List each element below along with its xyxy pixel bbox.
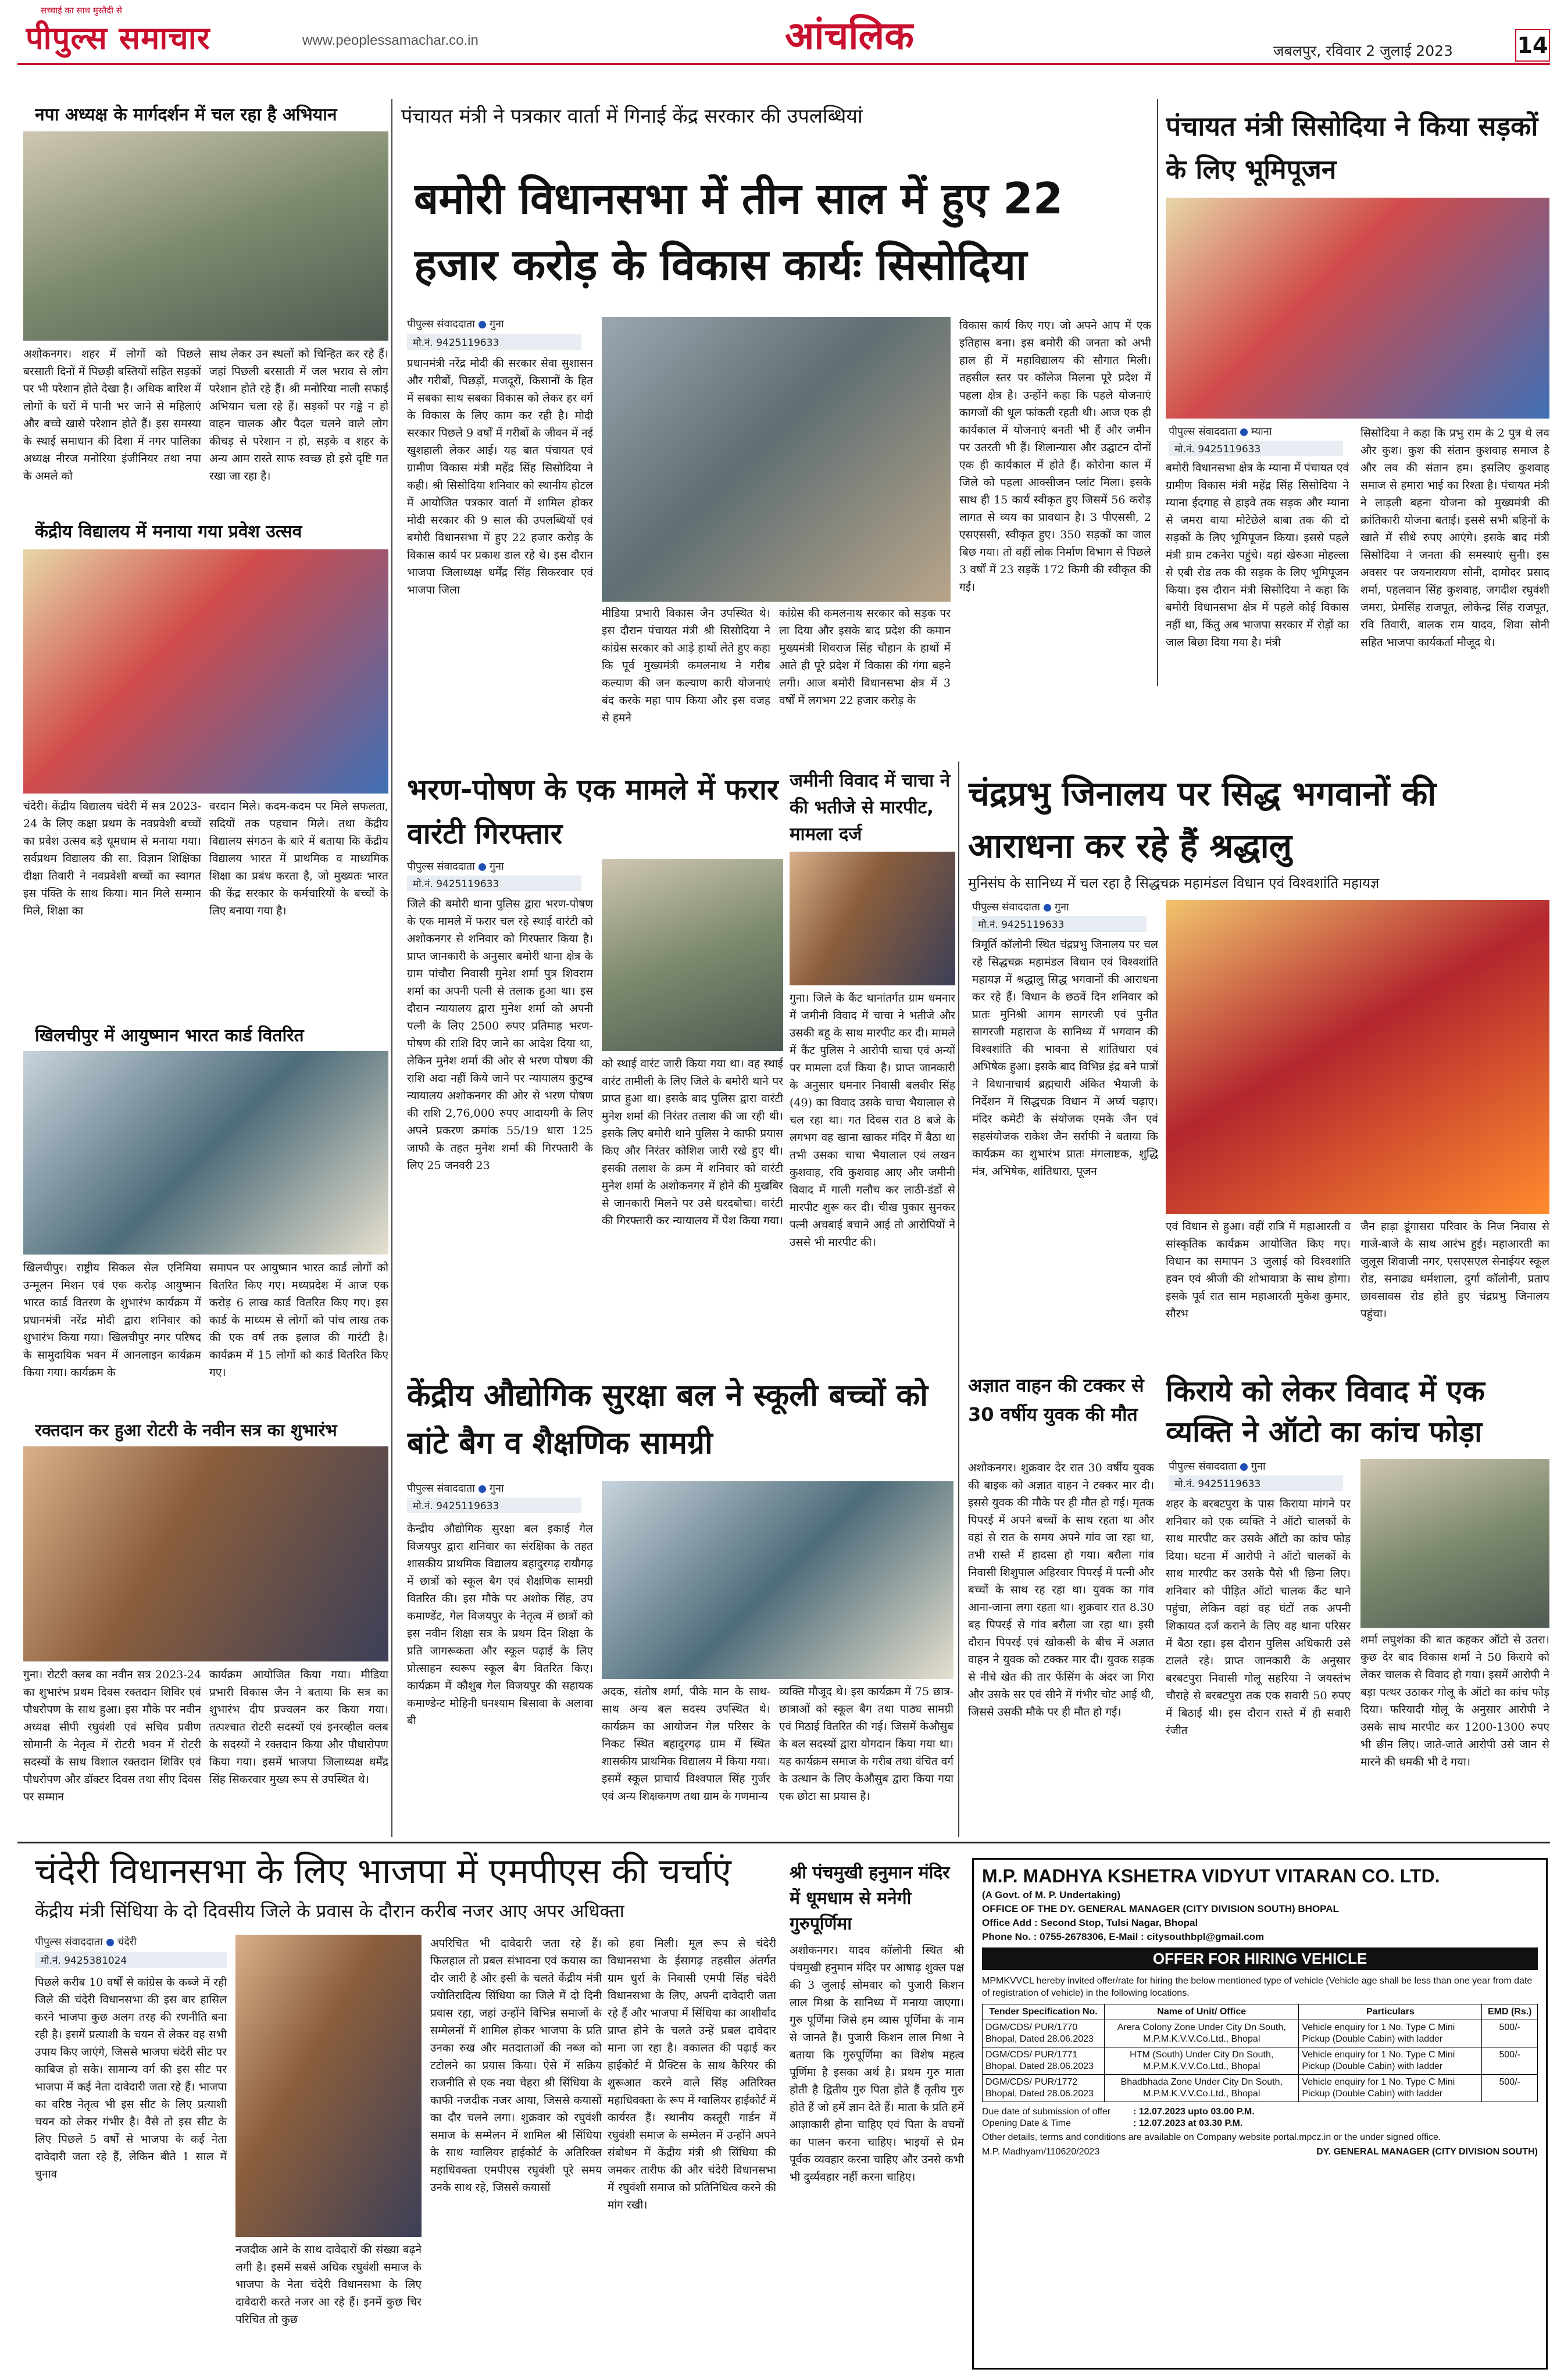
article-s13-col1: पिछले करीब 10 वर्षों से कांग्रेस के कब्जे में रही जिले की चंदेरी विधानसभा की इस बार हासिल करने भाजपा कुछ अलग तरह की रणनीति बना रही है। इसमें प्रत्याशी के चयन से लेकर वह सभी उपाय किए जाएंगे, जिससे भाजपा चंदेरी सीट पर काबिज हो सके। सामान्य वर्ग की इस सीट पर भाजपा में कई नेता दावेदारी जता रहे हैं। भाजपा का वरिष्ठ नेतृत्व भी इस सीट के लिए प्रत्याशी चयन को लेकर गंभीर है। वैसे तो इस सीट के लिए पिछले 5 वर्षों से भाजपा के कई नेता दावेदारी जता रहे हैं, लेकिन बीते 1 साल में चुनाव	[35, 1976, 227, 2181]
headline-s4: रक्तदान कर हुआ रोटरी के नवीन सत्र का शुभारंभ	[35, 1420, 337, 1440]
headline-s6: पंचायत मंत्री सिसोदिया ने किया सड़कों के लिए भूमिपूजन	[1166, 110, 1538, 185]
photo-s9	[1166, 900, 1549, 1214]
headline-s11: अज्ञात वाहन की टक्कर से 30 वर्षीय युवक की मौत	[968, 1374, 1144, 1425]
article-s7-col2: को स्थाई वारंट जारी किया गया था। वह स्थाई वारंट तामीली के लिए जिले के बमोरी थाने पर प्राप्त हुआ था। इसके बाद पुलिस द्वारा वारंटी मुनेश शर्मा की निरंतर तलाश की जा रही थी। इसके लिए बमोरी थाने पुलिस ने काफी प्रयास किए और निरंतर कोशिश जारी रखे हुए थी। इसकी तलाश के क्रम में शनिवार को वारंटी मुनेश शर्मा के अशोकनगर में होने की मुखबिर से जानकारी मिलने पर उसे धरदबोचा। वारंटी की गिरफ्तारी कर न्यायालय में पेश किया गया।	[602, 1057, 783, 1227]
byline-name: पीपुल्स संवाददाता	[407, 318, 475, 330]
table-cell: HTM (South) Under City Dn South, M.P.M.K.V.V.Co.Ltd., Bhopal	[1105, 2047, 1299, 2075]
article-s5-col1: प्रधानमंत्री नरेंद्र मोदी की सरकार सेवा सुशासन और गरीबों, पिछड़ों, मजदूरों, किसानों के हित में सबका साथ सबका विकास को लेकर हर वर्ग के विकास के लिए काम कर रही है। मोदी सरकार पिछले 9 वर्षों में गरीबों के जीवन में नई खुशहाली लेकर आई। यह बात पंचायत एवं ग्रामीण विकास मंत्री महेंद्र सिंह सिसोदिया ने कही। श्री सिसोदिया शनिवार को स्थानीय होटल में आयोजित पत्रकार वार्ता में शामिल होकर मोदी सरकार की 9 साल की उपलब्धियों एवं बमोरी विधानसभा में हुए 22 हजार करोड़ के विकास कार्य पर प्रकाश डाल रहे थे। इस दौरान भाजपा जिलाध्यक्ष धर्मेंद्र सिंह सिकरवार एवं भाजपा जिला	[407, 357, 593, 596]
byline-name: पीपुल्स संवाददाता	[407, 860, 475, 873]
tender-company: M.P. MADHYA KSHETRA VIDYUT VITARAN CO. LTD.	[982, 1866, 1440, 1886]
bullet-icon	[478, 1485, 486, 1493]
byline-s5	[407, 317, 581, 331]
article-s9-col1: त्रिमूर्ति कॉलोनी स्थित चंद्रप्रभु जिनालय पर चल रहे सिद्धचक्र महामंडल विधान एवं विश्वशांति महायज्ञ में श्रद्धालु सिद्ध भगवानों की आराधना कर रहे हैं। विधान के छठवें दिन शनिवार को प्रातः मुनिश्री आगम सागरजी एवं पुनीत सागरजी महाराज के सानिध्य में भगवान की विश्वशांति की भावना से शांतिधारा एवं अभिषेक हुआ। इसके बाद विभिन्न इंद्र बने पात्रों ने विधानाचार्य ब्रह्मचारी अंकित भैयाजी के निर्देशन में सिद्धचक्र विधान में अर्घ्य चढ़ाए। मंदिर कमेटी के संयोजक एमके जैन एवं सहसंयोजक राकेश जैन सर्राफी ने बताया कि कार्यक्रम का शुभारंभ प्रातः मंगलाष्टक, शुद्धि मंत्र, अभिषेक, शांतिधारा, पूजन	[972, 938, 1158, 1178]
tender-intro: MPMKVVCL hereby invited offer/rate for hiring the below mentioned type of vehicle (Vehicle age shall be less than one year from date of registration of vehicle) in the following locations.	[982, 1976, 1533, 1998]
table-header-cell: EMD (Rs.)	[1482, 2004, 1538, 2020]
byline-place: गुना	[489, 1482, 504, 1495]
byline-s13	[35, 1935, 227, 1949]
headline-s2: केंद्रीय विद्यालय में मनाया गया प्रवेश उत्सव	[35, 521, 302, 542]
tender-footer	[982, 2147, 1538, 2157]
tender-phone: Phone No. : 0755-2678306, E-Mail : citysouthbpl@gmail.com	[982, 1931, 1265, 1942]
photo-s7	[602, 859, 783, 1051]
headline-s9: चंद्रप्रभु जिनालय पर सिद्ध भगवानों की आराधना कर रहे हैं श्रद्धालु	[968, 774, 1437, 866]
tender-due	[982, 2107, 1538, 2117]
article-s9-col2: एवं विधान से हुआ। वहीं रात्रि में महाआरती व सांस्कृतिक कार्यक्रम आयोजित किए गए। विधान का समापन 3 जुलाई को विश्वशांति हवन एवं श्रीजी की शोभायात्रा के साथ होगा। इसके पूर्व रात साम महाआरती मुकेश कुमार, सौरभ	[1166, 1220, 1351, 1320]
open-value: : 12.07.2023 at 03.30 P.M.	[1133, 2118, 1243, 2128]
article-s2-col2: वरदान मिले। कदम-कदम पर मिले सफलता, सदियों तक पहचान मिले। तथा केंद्रीय विद्यालय संगठन के बारे में बताया कि केंद्रीय विद्यालय भारत में प्राथमिक व माध्यमिक शिक्षा का प्रबंध करता है, जो मुख्यतः भारत की केंद्र सरकार के कर्मचारियों के बच्चों के लिए बनाया गया है।	[209, 800, 388, 917]
tender-advertisement	[972, 1858, 1548, 2370]
headline-s7: भरण-पोषण के एक मामले में फरार वारंटी गिरफ्तार	[407, 773, 779, 850]
open-label: Opening Date & Time	[982, 2118, 1071, 2128]
headline-s12: किराये को लेकर विवाद में एक व्यक्ति ने ऑटो का कांच फोड़ा	[1166, 1374, 1485, 1449]
photo-s4	[23, 1446, 388, 1661]
photo-s12	[1360, 1459, 1549, 1628]
article-s2-col1: चंदेरी। केंद्रीय विद्यालय चंदेरी में सत्र 2023-24 के लिए कक्षा प्रथम के नवप्रवेशी बच्चों का प्रवेश उत्सव बड़े धूमधाम से मनाया गया। सर्वप्रथम विद्यालय की सा. विज्ञान शिक्षिका दीक्षा तिवारी ने नवप्रवेशी बच्चों का स्वागत इस पंक्ति के साथ किया। मान मिले सम्मान मिले, शिक्षा का	[23, 800, 201, 917]
photo-s1	[23, 131, 388, 341]
photo-s10	[602, 1481, 954, 1679]
article-s5-col3: कांग्रेस की कमलनाथ सरकार को सड़क पर ला दिया और इसके बाद प्रदेश की कमान मुख्यमंत्री शिवराज सिंह चौहान के हाथों में आते ही पूरे प्रदेश में विकास की गंगा बहने लगी। आज बमोरी विधानसभा क्षेत्र में 3 वर्षों में लगभग 22 हजार करोड़ के	[779, 607, 951, 707]
byline-name: पीपुल्स संवाददाता	[1169, 426, 1237, 438]
tender-table	[982, 2004, 1538, 2102]
table-header-cell: Tender Specification No.	[983, 2004, 1105, 2020]
tender-office: OFFICE OF THE DY. GENERAL MANAGER (CITY DIVISION SOUTH) BHOPAL	[982, 1903, 1339, 1914]
mobile-number: 9425119633	[1198, 1478, 1261, 1490]
headline-s10: केंद्रीय औद्योगिक सुरक्षा बल ने स्कूली बच्चों को बांटे बैग व शैक्षणिक सामग्री	[407, 1378, 928, 1461]
tender-open	[982, 2118, 1538, 2129]
website-link[interactable]: www.peoplessamachar.co.in	[302, 33, 478, 48]
tender-sign: DY. GENERAL MANAGER (CITY DIVISION SOUTH)	[1316, 2147, 1538, 2157]
section-title: आंचलिक	[785, 13, 914, 58]
article-s12-col1: शहर के बरबटपुरा के पास किराया मांगने पर शनिवार को एक व्यक्ति ने ऑटो चालकों के साथ मारपीट कर उसके ऑटो का कांच फोड़ दिया। घटना में आरोपी ने ऑटो चालकों के साथ मारपीट कर उसके पैसे भी छिना लिए। शनिवार को पीड़ित ऑटो चालक कैंट थाने पहुंचा, लेकिन वहां वह घंटों तक अपनी शिकायत दर्ज कराने के लिए वह थाना परिसर में बैठा रहा। इस दौरान पुलिस अधिकारी उसे टालते रहे। प्राप्त जानकारी के अनुसार बरबटपुरा निवासी गोलू सहरिया ने जयस्तंभ चौराहे से बरबटपुरा तक एक सवारी 50 रुपए में बिठाई थी। इस दौरान रास्ते में ही सवारी रंजीत	[1166, 1498, 1351, 1737]
bullet-icon	[106, 1939, 114, 1946]
article-s8-col1: गुना। जिले के कैंट थानांतर्गत ग्राम धमनार में जमीनी विवाद में चाचा ने भतीजे और उसकी बहू के साथ मारपीट कर दी। मामले में कैंट पुलिस ने आरोपी चाचा एवं अन्यों पर मामला दर्ज किया है। प्राप्त जानकारी के अनुसार धमनार निवासी बलवीर सिंह (49) का विवाद उसके चाचा भैयालाल से चल रहा था। गत दिवस रात 8 बजे के लगभग वह खाना खाकर मंदिर में बैठा था तभी उसका चाचा भैयालाल एवं लखन कुशवाह, रवि कुशवाह आए और जमीनी विवाद में गाली गलौच कर लाठी-डंडों से मारपीट शुरू कर दी। चीख पुकार सुनकर पत्नी अचबाई बचाने आई तो आरोपियों ने उससे भी मारपीट की।	[790, 992, 955, 1249]
byline-place: गुना	[1054, 901, 1069, 913]
headline-s8: जमीनी विवाद में चाचा ने की भतीजे से मारपीट, मामला दर्ज	[790, 770, 951, 845]
masthead	[0, 0, 1557, 65]
mobile-number: 9425119633	[1001, 919, 1065, 931]
page-number: 14	[1517, 33, 1548, 58]
article-s10-col3: व्यक्ति मौजूद थे। इस कार्यक्रम में 75 छात्र-छात्राओं को स्कूल बैग तथा पाठ्य सामग्री एवं मिठाई वितरित की गई। जिसमें केऔसुब के बल सदस्यों द्वारा योगदान किया गया था। यह कार्यक्रम समाज के गरीब तथा वंचित वर्ग के उत्थान के लिए केऔसुब द्वारा किया गया एक छोटा सा प्रयास है।	[779, 1685, 954, 1803]
bullet-icon	[1240, 1463, 1248, 1471]
mobile-label: मो.नं.	[1174, 444, 1195, 455]
article-s3-col1: खिलचीपुर। राष्ट्रीय सिकल सेल एनिमिया उन्मूलन मिशन एवं एक करोड़ आयुष्मान भारत कार्ड वितरण के शुभारंभ कार्यक्रम में प्रधानमंत्री नरेंद्र मोदी द्वारा शनिवार को शुभारंभ किया गया। खिलचीपुर नगर परिषद के सामुदायिक भवन में आनलाइन कार्यक्रम किया गया। कार्यक्रम के	[23, 1262, 201, 1379]
mobile-s10	[407, 1498, 581, 1513]
article-s7-col1: जिले की बमोरी थाना पुलिस द्वारा भरण-पोषण के एक मामले में फरार चल रहे स्थाई वारंटी को अशोकनगर से शनिवार को गिरफ्तार किया है। प्राप्त जानकारी के अनुसार बमोरी थाना क्षेत्र के ग्राम पांचौरा निवासी मुनेश शर्मा पुत्र शिवराम शर्मा का अपनी पत्नी से तलाक हुआ था। इस दौरान न्यायालय द्वारा मुनेश शर्मा को अपनी पत्नी के लिए 2500 रुपए प्रतिमाह भरण-पोषण की राशि दिए जाने का आदेश दिया था, लेकिन मुनेश शर्मा की ओर से भरण पोषण की राशि अदा नहीं किये जाने पर न्यायालय कुटुम्ब न्यायालय अशोकनगर की ओर से भरण पोषण की राशि 2,76,000 रुपए आदायगी के लिए अपने प्रकरण क्रमांक 55/19 धारा 125 जाफौ के तहत मुनेश शर्मा की गिरफ्तारी के लिए 25 जनवरी 23	[407, 898, 593, 1172]
mobile-label: मो.नं.	[1174, 1478, 1195, 1490]
mobile-s13	[35, 1952, 227, 1968]
tender-other: Other details, terms and conditions are available on Company website portal.mpcz.in or the under signed office.	[982, 2132, 1441, 2142]
mobile-s7	[407, 875, 581, 891]
byline-name: पीपुल्स संवाददाता	[1169, 1460, 1237, 1473]
column-divider	[1157, 99, 1158, 686]
article-s13-col4: को हवा मिली। मूल रूप से चंदेरी विधानसभा के ईसागढ़ तहसील अंतर्गत ग्राम धुर्रा के निवासी एमपी सिंह चंदेरी विधानसभा के लिए, अपनी दावेदारी जता रहे हैं और भाजपा में सिंधिया का आशीर्वाद प्राप्त होने के चलते उन्हें प्रबल दावेदार माना जा रहा है। वकालत की पढ़ाई कर हाईकोर्ट में प्रैक्टिस के साथ कैरियर की शुरूआत करने वाले सिंह अतिरिक्त महाधिवक्ता के रूप में ग्वालियर हाईकोर्ट में कार्यरत हैं। स्थानीय कस्तूरी गार्डन में रघुवंशी समाज के सम्मेलन में उन्होंने अपने संबोधन में केंद्रीय मंत्री श्री सिंधिया की जमकर तारीफ की और चंदेरी विधानसभा में रघुवंशी समाज को प्रतिनिधित्व करने की मांग रखी।	[608, 1937, 776, 2211]
mobile-number: 9425119633	[436, 1500, 499, 1512]
article-s10-col2: अदक, संतोष शर्मा, पीके मान के साथ-साथ अन्य बल सदस्य उपस्थित थे। कार्यक्रम का आयोजन गेल परिसर के निकट स्थित बहादुरगढ़ ग्राम में स्थित शासकीय प्राथमिक विद्यालय में किया गया। इसमें स्कूल प्राचार्य विश्वपाल सिंह गुर्जर एवं अन्य शिक्षकगण तथा ग्राम के गणमान्य	[602, 1685, 770, 1803]
article-s13-col3: अपरिचित भी दावेदारी जता रहे हैं। फिलहाल तो प्रबल संभावना एवं कयास का दौर जारी है और इसी के चलते केंद्रीय मंत्री ज्योतिरादित्य सिंधिया का जिले में दो दिनी प्रवास रहा, जहां उन्होंने विभिन्न समाजों के सम्मेलनों में शामिल होकर भाजपा के प्रति उनका रुख और मतदाताओं की नब्ज को टटोलने का प्रयास किया। ऐसे में सक्रिय राजनीति से एक नया चेहरा श्री सिंधिया के काफी नजदीक नजर आया, जिससे कयासों का दौर चलने लगा। शुक्रवार को रघुवंशी समाज के सम्मेलन में शामिल श्री सिंधिया के साथ ग्वालियर हाईकोर्ट के अतिरिक्त महाधिवक्ता एमपीएस रघुवंशी पूरे समय उनके साथ रहे, जिससे कयासों	[430, 1937, 602, 2194]
headline-s1: नपा अध्यक्ष के मार्गदर्शन में चल रहा है अभियान	[35, 105, 337, 125]
issue-date: जबलपुर, रविवार 2 जुलाई 2023	[1273, 42, 1453, 59]
mobile-number: 9425119633	[436, 337, 499, 349]
subhead-s13: केंद्रीय मंत्री सिंधिया के दो दिवसीय जिले के प्रवास के दौरान करीब नजर आए अपर अधिक्ता	[35, 1901, 624, 1922]
brand-logo[interactable]: पीपुल्स समाचार	[26, 20, 210, 56]
table-cell: 500/-	[1482, 2020, 1538, 2047]
table-cell: Vehicle enquiry for 1 No. Type C Mini Pickup (Double Cabin) with ladder	[1299, 2020, 1482, 2047]
article-s11-col1: अशोकनगर। शुक्रवार देर रात 30 वर्षीय युवक की बाइक को अज्ञात वाहन ने टक्कर मार दी। इससे युवक की मौके पर ही मौत हो गई। मृतक पिपरई में अपने बच्चों के साथ रहता था और वहां से रात के समय अपने गांव जा रहा था, तभी रास्ते में हादसा हो गया। बरौला गांव निवासी शिशुपाल अहिरवार पिपरई में पत्नी और बच्चों के साथ रह रहा था। युवक का गांव आना-जाना लगा रहता था। शुक्रवार रात 8.30 बह पिपरई से गांव बरौला जा रहा था। इसी दौरान पिपरई एवं खोकसी के बीच में अज्ञात वाहन ने युवक को टक्कर मार दी। युवक सड़क से नीचे खेत की तार फेंसिंग के अंदर जा गिरा और उसके सर एवं सीने में गंभीर चोट आई थी, जिससे उसकी मौके पर ही मौत हो गई।	[968, 1461, 1154, 1718]
tender-govt: (A Govt. of M. P. Undertaking)	[982, 1889, 1121, 1900]
byline-name: पीपुल्स संवाददाता	[972, 901, 1040, 913]
photo-s3	[23, 1051, 388, 1255]
article-s3-col2: समापन पर आयुष्मान भारत कार्ड लोगों को वितरित किए गए। मध्यप्रदेश में आज एक करोड़ 6 लाख कार्ड वितरित किए गए। इस कार्ड के माध्यम से लोगों को पांच लाख तक की एक वर्ष तक इलाज की गारंटी है। कार्यक्रम में 15 लोगों को कार्ड वितरित किए गए।	[209, 1262, 388, 1379]
table-cell: Vehicle enquiry for 1 No. Type C Mini Pickup (Double Cabin) with ladder	[1299, 2075, 1482, 2102]
byline-place: गुना	[1251, 1460, 1266, 1473]
mobile-label: मो.नं.	[413, 1500, 433, 1512]
due-value: : 12.07.2023 upto 03.00 P.M.	[1133, 2107, 1255, 2117]
byline-name: पीपुल्स संवाददाता	[407, 1482, 475, 1495]
table-cell: 500/-	[1482, 2075, 1538, 2102]
mobile-number: 9425119633	[436, 878, 499, 890]
article-s1-col2: साथ लेकर उन स्थलों को चिन्हित कर रहे हैं। जहां पिछली बरसाती में जल भराव से लोग परेशान होते रहे हैं। श्री मनोरिया नाली सफाई अभियान चला रहे हैं। सड़कों पर गड्ढे न हो वाहन चालक और पैदल चलने वाले लोग कीचड़ से परेशान न हो, सड़के व शहर के अन्य आम रास्ते साफ स्वच्छ हो इसे दृष्टि गत रखा जा रहा है।	[209, 348, 388, 483]
article-s12-col2: शर्मा लघुशंका की बात कहकर ऑटो से उतरा। कुछ देर बाद विकास शर्मा ने 50 किराये को लेकर चालक से विवाद हो गया। इसमें आरोपी ने बड़ा पत्थर उठाकर गोलू के ऑटो का कांच फोड़ दिया। फरियादी गोलू के अनुसार आरोपी ने उसके साथ मारपीट कर 1200-1300 रुपए भी छीन लिए। जाते-जाते आरोपी उसे जान से मारने की धमकी भी दे गया।	[1360, 1634, 1549, 1768]
byline-name: पीपुल्स संवाददाता	[35, 1936, 103, 1948]
tender-address: Office Add : Second Stop, Tulsi Nagar, Bhopal	[982, 1917, 1198, 1928]
article-s6-col2: सिसोदिया ने कहा कि प्रभु राम के 2 पुत्र थे लव और कुश। कुश की संतान कुशवाह समाज है और लव की संतान हम। इसलिए कुशवाह समाज से हमारा भाई का रिश्ता है। पंचायत मंत्री ने लाड़ली बहना योजना को मुख्यमंत्री की क्रांतिकारी योजना बताई। इससे सभी बहिनों के खाते में सीधे रुपए आएंगे। इसके बाद मंत्री सिसोदिया ने जनता की समस्याएं सुनी। इस अवसर पर जयनारायण सोनी, दामोदर प्रसाद शर्मा, पहलवान सिंह कुशवाह, जगदीश रघुवंशी जमरा, प्रेमसिंह राजपूत, लोकेन्द्र सिंह राजपूत, रवि तिवारी, बालक राम यादव, शिवा सोनी सहित भाजपा कार्यकर्ता मौजूद थे।	[1360, 427, 1549, 649]
mobile-s6	[1169, 441, 1343, 456]
article-s13-col2: नजदीक आने के साथ दावेदारों की संख्या बढ़ने लगी है। इसमें सबसे अधिक रघुवंशी समाज के भाजपा के नेता चंदेरी विधानसभा के लिए दावेदारी करते नजर आ रहे हैं। इनमें कुछ चिर परिचित तो कुछ	[235, 2243, 422, 2326]
headline-s14: श्री पंचमुखी हनुमान मंदिर में धूमधाम से मनेगी गुरुपूर्णिमा	[790, 1863, 950, 1934]
article-s10-col1: केन्द्रीय औद्योगिक सुरक्षा बल इकाई गेल विजयपुर द्वारा शनिवार का संरक्षिका के तहत शासकीय प्राथमिक विद्यालय बहादुरगढ़ रायौगढ़ में छात्रों को स्कूल बैग एवं शैक्षणिक सामग्री वितरित की। इस मौके पर अशोक सिंह, उप कमाण्डेंट, गेल विजयपुर के नेतृत्व में छात्रों को इस नवीन शिक्षा सत्र के प्रथम दिन शिक्षा के प्रति जागरूकता और स्कूल पढ़ाई के लिए प्रोत्साहन स्वरूप स्कूल बैग वितरित किए। कार्यक्रम में कौशुब गेल विजयपुर की सहायक कमाण्डेन्ट मोहिनी घनश्याम बिसावा के अलावा बी	[407, 1523, 593, 1727]
article-s4-col2: कार्यक्रम आयोजित किया गया। मीडिया प्रभारी विकास जैन ने बताया कि सत्र का शुभारंभ दीप प्रज्वलन कर किया गया। तत्पश्चात रोटरी सदस्यों एवं इनरव्हील क्लब के सदस्यों ने रक्तदान किया और पौधारोपण किया गया। इसमें भाजपा जिलाध्यक्ष धर्मेंद्र सिंह सिकरवार मुख्य रूप से उपस्थित थे।	[209, 1668, 388, 1786]
table-header-cell: Name of Unit/ Office	[1105, 2004, 1299, 2020]
column-divider	[391, 99, 392, 1837]
table-cell: Arera Colony Zone Under City Dn South, M.P.M.K.V.V.Co.Ltd., Bhopal	[1105, 2020, 1299, 2047]
mobile-number: 9425119633	[1198, 444, 1261, 455]
section-divider	[17, 1842, 1550, 1843]
mobile-label: मो.नं.	[978, 919, 998, 931]
due-label: Due date of submission of offer	[982, 2107, 1111, 2117]
tender-ref: M.P. Madhyam/110620/2023	[982, 2147, 1100, 2157]
subhead-s9: मुनिसंघ के सानिध्य में चल रहा है सिद्धचक्र महामंडल विधान एवं विश्वशांति महायज्ञ	[968, 875, 1380, 891]
byline-place: म्याना	[1251, 426, 1272, 438]
headline-s3: खिलचीपुर में आयुष्मान भारत कार्ड वितरित	[35, 1025, 304, 1046]
table-cell: 500/-	[1482, 2047, 1538, 2075]
mobile-label: मो.नं.	[413, 337, 433, 349]
bullet-icon	[478, 321, 486, 328]
table-row	[983, 2047, 1538, 2075]
article-s5-col4: विकास कार्य किए गए। जो अपने आप में एक इतिहास बना। इस बमोरी की जनता को अभी हाल ही में महाविद्यालय की सौगात मिली। तहसील स्तर पर कॉलेज मिलना पूरे प्रदेश में पहला क्षेत्र है। उन्होंने कहा कि पहले योजनाएं कागजों की धूल फांकती रहती थी। आज एक ही कार्यकाल में योजनाएं बनती भी हैं और जमीन पर उतरती भी हैं। शिलान्यास और उद्घाटन दोनों एक ही कार्यकाल में होते हैं। कोरोना काल में जिले को पहला आक्सीजन प्लांट मिला। इसके साथ ही 15 कार्य स्वीकृत हुए जिसमें 56 करोड़ लागत से व्यय का प्रावधान है। 3 पीएससी, 2 एसएससी, स्वीकृत हुए। 350 सड़कों का जाल बिछ गया। तो वहीं लोक निर्माण विभाग से पिछले 3 वर्षों में 23 सड़कें 172 किमी की स्वीकृत की गईं।	[959, 319, 1151, 594]
byline-s7	[407, 859, 581, 873]
bullet-icon	[478, 863, 486, 871]
mobile-label: मो.नं.	[41, 1955, 61, 1967]
table-cell: DGM/CDS/ PUR/1772 Bhopal, Dated 28.06.2023	[983, 2075, 1105, 2102]
article-s4-col1: गुना। रोटरी क्लब का नवीन सत्र 2023-24 का शुभारंभ प्रथम दिवस रक्तदान शिविर एवं पौधरोपण के साथ हुआ। इस मौके पर नवीन अध्यक्ष सीपी रघुवंशी एवं सचिव प्रवीण सोमानी के नेतृत्व में रोटरी भवन में रोटरी सदस्यों के साथ विशाल रक्तदान शिविर एवं पौधरोपण और डॉक्टर दिवस तथा सीए दिवस पर सम्मान	[23, 1668, 201, 1803]
table-row	[983, 2075, 1538, 2102]
mobile-number: 9425381024	[64, 1955, 127, 1967]
table-cell: Vehicle enquiry for 1 No. Type C Mini Pickup (Double Cabin) with ladder	[1299, 2047, 1482, 2075]
photo-s2	[23, 549, 388, 794]
brand-tagline: सच्चाई का साथ मुस्तैदी से	[41, 5, 123, 16]
page-number-box	[1515, 29, 1550, 62]
byline-s9	[972, 900, 1147, 914]
article-s6-col1: बमोरी विधानसभा क्षेत्र के म्याना में पंचायत एवं ग्रामीण विकास मंत्री महेंद्र सिंह सिसोदिया ने म्याना ईदगाह से हाइवे तक सड़क और म्याना से जमरा वाया मोटेछेले बाबा तक की दो सड़कों के लिए भूमिपूजन किया। इससे पहले मंत्री ग्राम टकनेरा पहुंचे। यहां खेरुआ मोहल्ला से एबी रोड तक की सड़क के लिए भूमिपूजन किया। इस दौरान मंत्री सिसोदिया ने कहा कि बमोरी विधानसभा क्षेत्र में पहले कोई विकास नहीं था, किंतु अब भाजपा सरकार में रोड़ों का जाल बिछा दिया गया है। मंत्री	[1166, 462, 1349, 649]
table-cell: DGM/CDS/ PUR/1770 Bhopal, Dated 28.06.2023	[983, 2020, 1105, 2047]
column-divider	[958, 762, 959, 1837]
table-row	[983, 2020, 1538, 2047]
bullet-icon	[1240, 428, 1248, 436]
byline-place: चंदेरी	[117, 1936, 137, 1948]
byline-s10	[407, 1481, 581, 1495]
mobile-label: मो.नं.	[413, 878, 433, 890]
headline-s13: चंदेरी विधानसभा के लिए भाजपा में एमपीएस की चर्चाएं	[35, 1851, 731, 1892]
byline-s12	[1169, 1459, 1343, 1473]
mobile-s12	[1169, 1475, 1343, 1491]
masthead-rule	[17, 63, 1550, 65]
article-s5-col2: मीडिया प्रभारी विकास जैन उपस्थित थे। इस दौरान पंचायत मंत्री श्री सिसोदिया ने कांग्रेस सरकार को आड़े हाथों लेते हुए कहा कि पूर्व मुख्यमंत्री कमलनाथ ने गरीब कल्याण की जन कल्याण कारी योजनाएं बंद करके महा पाप किया और इस वजह से हमने	[602, 607, 770, 724]
table-header-cell: Particulars	[1299, 2004, 1482, 2020]
mobile-s5	[407, 334, 581, 350]
photo-s13	[235, 1935, 422, 2237]
mobile-s9	[972, 916, 1147, 932]
tender-banner: OFFER FOR HIRING VEHICLE	[982, 1947, 1538, 1970]
article-s1-col1: अशोकनगर। शहर में लोगों को पिछले बरसाती दिनों में पिछड़ी बस्तियों सहित सड़कों पर भी परेशान होते देखा है। अधिक बारिश में लोगों के घरों में पानी भर जाने से महिलाएं और बच्चे खासे परेशान होते हैं। इस समस्या के स्थाई समाधान की दिशा में नगर पालिका अध्यक्ष नीरज मनोरिया इंजीनियर तथा नपा के अमले को	[23, 348, 201, 483]
headline-s5: बमोरी विधानसभा में तीन साल में हुए 22 हजार करोड़ के विकास कार्यः सिसोदिया	[414, 174, 1063, 290]
table-cell: Bhadbhada Zone Under City Dn South, M.P.M.K.V.V.Co.Ltd., Bhopal	[1105, 2075, 1299, 2102]
photo-s8	[790, 852, 955, 985]
byline-place: गुना	[489, 318, 504, 330]
tender-table-header	[983, 2004, 1538, 2020]
byline-place: गुना	[489, 860, 504, 873]
article-s9-col3: जैन हाड़ा डूंगासरा परिवार के निज निवास से गाजे-बाजे के साथ आरंभ हुई। महाआरती का जुलूस शिवाजी नगर, एसएसएल सेनाईयर स्कूल रोड, सनाढ्य धर्मशाला, दुर्गा कॉलोनी, प्रताप छावसावस रोड होते हुए चंद्रप्रभु जिनालय पहुंचा।	[1360, 1220, 1549, 1320]
photo-s5	[602, 317, 951, 602]
photo-s6	[1166, 198, 1549, 419]
kicker-s5: पंचायत मंत्री ने पत्रकार वार्ता में गिनाई केंद्र सरकार की उपलब्धियां	[401, 105, 863, 128]
byline-s6	[1169, 424, 1343, 438]
article-s14-col1: अशोकनगर। यादव कॉलोनी स्थित श्री पंचमुखी हनुमान मंदिर पर आषाढ़ शुक्ल पक्ष की 3 जुलाई सोमवार को पुजारी किशन लाल मिश्रा के सानिध्य में मनाया जाएगा। गुरु पूर्णिमा जिसे हम व्यास पूर्णिमा के नाम से जानते हैं। पुजारी किशन लाल मिश्रा ने बताया कि गुरुपूर्णिमा का विशेष महत्व पूर्णिमा है इसका अर्थ है। प्रथम गुरु माता होती है द्वितीय गुरु पिता होते हैं तृतीय गुरु होते हैं जो हमें ज्ञान देते हैं। माता के प्रति हमें आज्ञाकारी होना चाहिए एवं पिता के वचनों का पालन करना चाहिए। भाइयों से प्रेम पूर्वक व्यवहार करना चाहिए और उनसे कभी भी दुर्व्यवहार नहीं करना चाहिए।	[790, 1944, 964, 2184]
bullet-icon	[1044, 904, 1051, 912]
table-cell: DGM/CDS/ PUR/1771 Bhopal, Dated 28.06.2023	[983, 2047, 1105, 2075]
